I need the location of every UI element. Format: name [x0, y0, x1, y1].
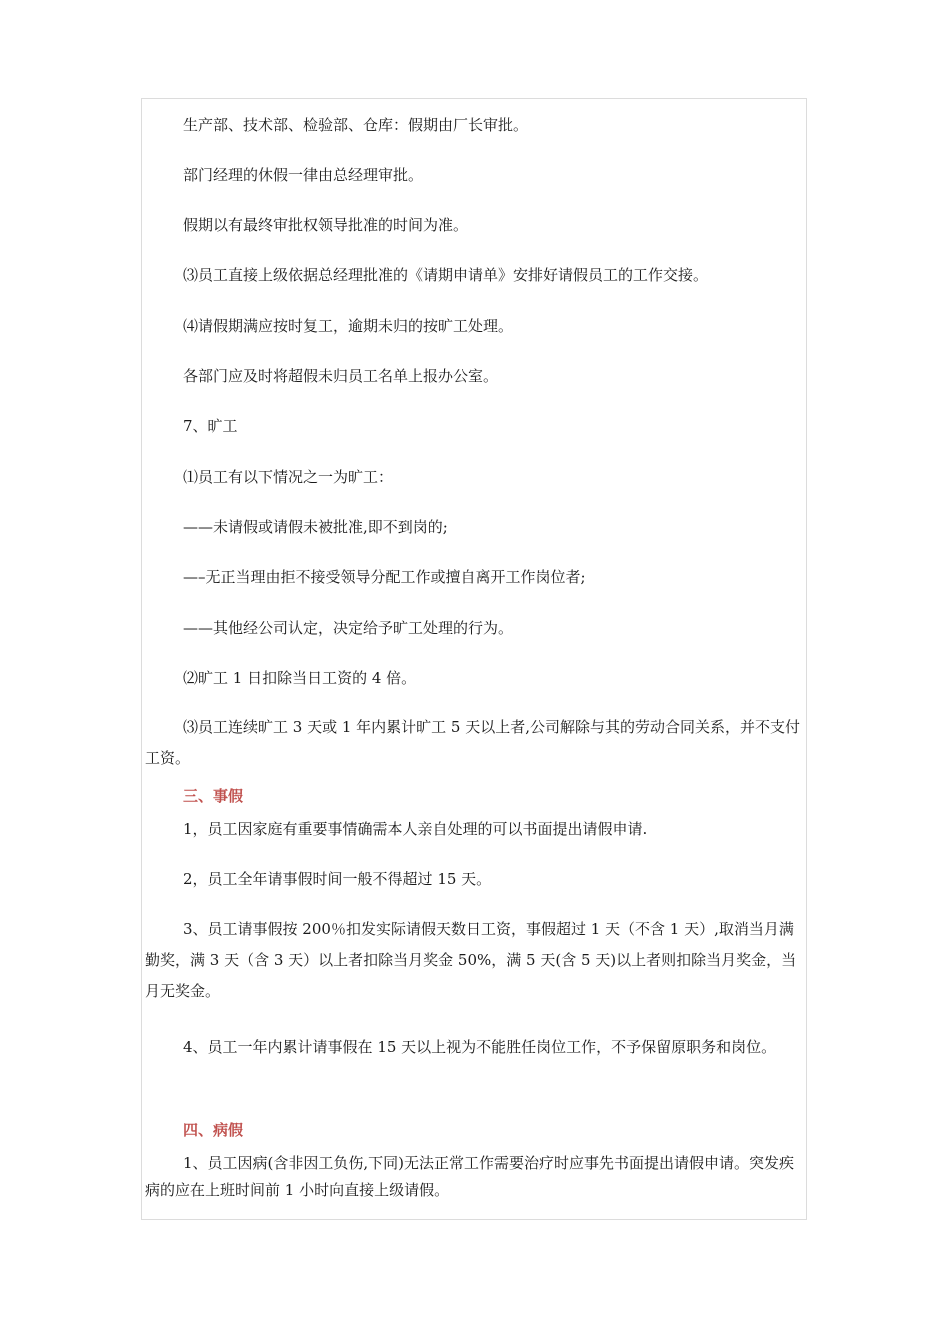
paragraph-approval-factory: 生产部、技术部、检验部、仓库：假期由厂长审批。: [183, 116, 529, 134]
paragraph-personal-leave-2: 2，员工全年请事假时间一般不得超过 15 天。: [183, 870, 492, 888]
list-item-absent-2: —–无正当理由拒不接受领导分配工作或擅自离开工作岗位者;: [183, 568, 586, 586]
paragraph-contract-termination: ⑶员工连续旷工 3 天或 1 年内累计旷工 5 天以上者,公司解除与其的劳动合同关系，并不支付工资。: [145, 718, 801, 767]
paragraph-absenteeism-cases: ⑴员工有以下情况之一为旷工：: [183, 468, 394, 486]
section-heading-absenteeism: 7、旷工: [183, 417, 238, 435]
paragraph-report-office: 各部门应及时将超假未归员工名单上报办公室。: [183, 367, 499, 385]
paragraph-personal-leave-4: 4、员工一年内累计请事假在 15 天以上视为不能胜任岗位工作，不予保留原职务和岗位。: [183, 1038, 777, 1056]
list-item-absent-1: ——未请假或请假未被批准,即不到岗的;: [183, 518, 448, 536]
paragraph-personal-leave-1: 1，员工因家庭有重要事情确需本人亲自处理的可以书面提出请假申请.: [183, 820, 648, 838]
list-item-absent-3: ——其他经公司认定，决定给予旷工处理的行为。: [183, 619, 514, 637]
paragraph-sick-leave-1: 1、员工因病(含非因工负伤,下同)无法正常工作需要治疗时应事先书面提出请假申请。突发疾病的应在上班时间前 1 小时向直接上级请假。: [145, 1154, 795, 1199]
paragraph-return-work: ⑷请假期满应按时复工，逾期未归的按旷工处理。: [183, 317, 514, 335]
paragraph-manager-leave: 部门经理的休假一律由总经理审批。: [183, 166, 424, 184]
paragraph-leave-time: 假期以有最终审批权领导批准的时间为准。: [183, 216, 469, 234]
paragraph-handover: ⑶员工直接上级依据总经理批准的《请期申请单》安排好请假员工的工作交接。: [183, 266, 709, 284]
heading-personal-leave: 三、事假: [183, 787, 244, 805]
paragraph-absent-deduction: ⑵旷工 1 日扣除当日工资的 4 倍。: [183, 669, 417, 687]
heading-sick-leave: 四、病假: [183, 1121, 244, 1139]
paragraph-personal-leave-3: 3、员工请事假按 200％扣发实际请假天数日工资，事假超过 1 天（不含 1 天）,取消当月满勤奖，满 3 天（含 3 天）以上者扣除当月奖金 50%，满 5 天(含 5 天)以上者则扣除当月奖金，当月无奖金。: [145, 920, 797, 1000]
